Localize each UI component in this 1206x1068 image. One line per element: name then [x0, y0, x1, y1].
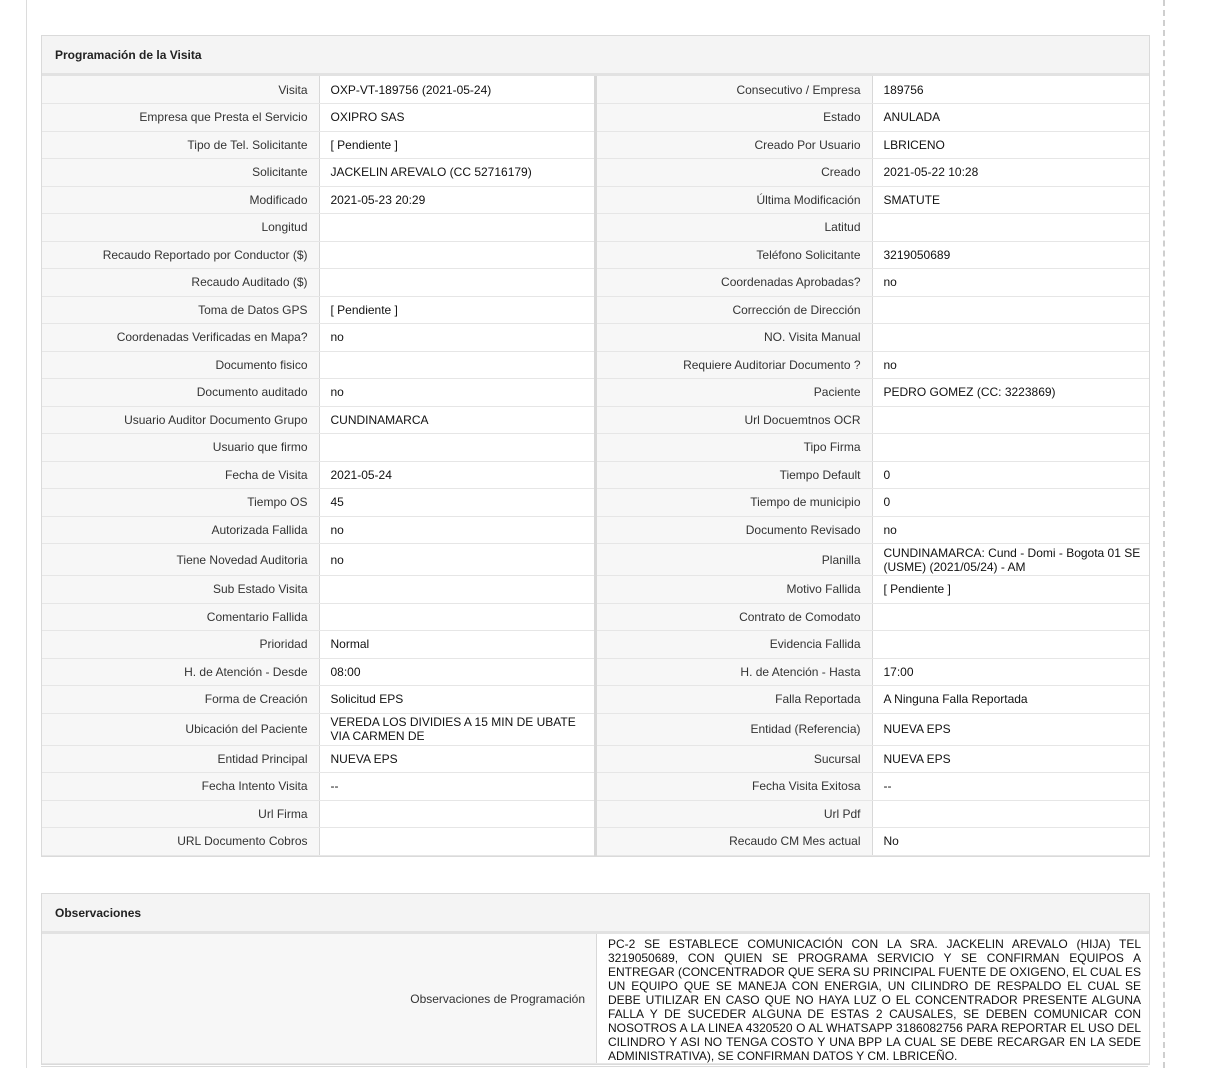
observaciones-label: Observaciones de Programación [42, 934, 597, 1064]
field-label: Documento fisico [42, 351, 319, 379]
field-value [319, 800, 595, 828]
field-label: Autorizada Fallida [42, 516, 319, 544]
field-value: -- [872, 773, 1149, 801]
field-value: 0 [872, 489, 1149, 517]
field-value [319, 576, 595, 604]
table-row [42, 324, 1149, 352]
field-value: [ Pendiente ] [319, 296, 595, 324]
table-row [42, 745, 1149, 773]
field-label: Coordenadas Aprobadas? [595, 269, 872, 297]
programacion-panel [41, 35, 1150, 857]
field-value [319, 351, 595, 379]
field-label: Sucursal [595, 745, 872, 773]
table-row [42, 576, 1149, 604]
table-row [42, 800, 1149, 828]
observaciones-table [42, 934, 1149, 1064]
programacion-table [42, 76, 1149, 856]
field-label: Longitud [42, 214, 319, 242]
field-value: NUEVA EPS [872, 745, 1149, 773]
field-value [872, 296, 1149, 324]
field-label: Tiempo OS [42, 489, 319, 517]
field-label: Evidencia Fallida [595, 631, 872, 659]
field-label: Forma de Creación [42, 686, 319, 714]
field-label: Recaudo Auditado ($) [42, 269, 319, 297]
field-value [319, 214, 595, 242]
table-row [42, 489, 1149, 517]
field-value: OXP-VT-189756 (2021-05-24) [319, 76, 595, 104]
observaciones-text: PC-2 SE ESTABLECE COMUNICACIÓN CON LA SRA. JACKELIN AREVALO (HIJA) TEL 3219050689, CON QUIEN SE PROGRAMA SERVICIO Y SE CONFIRMAN EQUIPOS A ENTREGAR (CONCENTRADOR QUE SERA SU PRINCIPAL FUENTE DE OXIGENO, EL CUAL ES UN EQUIPO QUE SE MANEJA CON ENERGIA, UN CILINDRO DE RESPALDO EL CUAL SE DEBE UTILIZAR EN CASO QUE NO HAYA LUZ O EL CONCENTRADOR PRESENTE ALGUNA FALLA Y DE SUCEDER ALGUNA DE ESTAS 2 CAUSALES, SE DEBEN COMUNICAR CON NOSOTROS A LA LINEA 4320520 O AL WHATSAPP 3186082756 PARA REPORTAR EL USO DEL CILINDRO Y ASI NO TENGA COSTO Y UNA BPP LA CUAL SE DEBE RECARGAR EN LA SEDE ADMINISTRATIVA), SE CONFIRMAN DATOS Y CM. LBRICEÑO. [597, 934, 1150, 1064]
field-value [872, 214, 1149, 242]
field-label: Planilla [595, 544, 872, 576]
field-value: no [872, 351, 1149, 379]
table-row [42, 159, 1149, 187]
field-value [319, 828, 595, 856]
table-row [42, 214, 1149, 242]
field-label: Modificado [42, 186, 319, 214]
table-row [42, 379, 1149, 407]
field-value: No [872, 828, 1149, 856]
field-label: Creado [595, 159, 872, 187]
table-row [42, 686, 1149, 714]
field-label: Tipo de Tel. Solicitante [42, 131, 319, 159]
field-label: Teléfono Solicitante [595, 241, 872, 269]
field-label: Motivo Fallida [595, 576, 872, 604]
table-row [42, 269, 1149, 297]
field-value: 3219050689 [872, 241, 1149, 269]
field-label: Paciente [595, 379, 872, 407]
field-value: NUEVA EPS [319, 745, 595, 773]
field-label: Documento Revisado [595, 516, 872, 544]
field-label: Url Pdf [595, 800, 872, 828]
field-value: 45 [319, 489, 595, 517]
field-label: Ubicación del Paciente [42, 713, 319, 745]
field-value: VEREDA LOS DIVIDIES A 15 MIN DE UBATE VIA CARMEN DE [319, 713, 595, 745]
field-label: Creado Por Usuario [595, 131, 872, 159]
table-row [42, 406, 1149, 434]
table-row [42, 351, 1149, 379]
field-value [319, 603, 595, 631]
table-row [42, 461, 1149, 489]
field-value [319, 241, 595, 269]
field-value [872, 406, 1149, 434]
field-value: LBRICENO [872, 131, 1149, 159]
field-value: 2021-05-23 20:29 [319, 186, 595, 214]
field-value: CUNDINAMARCA: Cund - Domi - Bogota 01 SE (USME) (2021/05/24) - AM [872, 544, 1149, 576]
field-label: Comentario Fallida [42, 603, 319, 631]
table-row [42, 131, 1149, 159]
field-value: 17:00 [872, 658, 1149, 686]
field-label: Url Docuemtnos OCR [595, 406, 872, 434]
field-label: URL Documento Cobros [42, 828, 319, 856]
programacion-table-body [42, 76, 1149, 855]
field-value: [ Pendiente ] [319, 131, 595, 159]
field-label: Prioridad [42, 631, 319, 659]
field-value [872, 603, 1149, 631]
field-value [872, 631, 1149, 659]
field-value: no [319, 324, 595, 352]
field-value: no [319, 544, 595, 576]
field-value: 08:00 [319, 658, 595, 686]
table-row [42, 241, 1149, 269]
field-value: CUNDINAMARCA [319, 406, 595, 434]
table-row [42, 104, 1149, 132]
field-label: Toma de Datos GPS [42, 296, 319, 324]
field-label: Documento auditado [42, 379, 319, 407]
field-label: Latitud [595, 214, 872, 242]
field-label: Fecha Intento Visita [42, 773, 319, 801]
field-value: 0 [872, 461, 1149, 489]
field-value: 2021-05-24 [319, 461, 595, 489]
table-row [42, 434, 1149, 462]
field-value: PEDRO GOMEZ (CC: 3223869) [872, 379, 1149, 407]
table-row [42, 603, 1149, 631]
table-row [42, 186, 1149, 214]
field-value: Normal [319, 631, 595, 659]
observaciones-row [42, 934, 1149, 1064]
field-label: Consecutivo / Empresa [595, 76, 872, 104]
field-label: Requiere Auditoriar Documento ? [595, 351, 872, 379]
field-value [319, 269, 595, 297]
field-label: Tiempo Default [595, 461, 872, 489]
field-label: Fecha Visita Exitosa [595, 773, 872, 801]
field-label: Entidad Principal [42, 745, 319, 773]
field-value [872, 800, 1149, 828]
field-label: Fecha de Visita [42, 461, 319, 489]
field-label: Empresa que Presta el Servicio [42, 104, 319, 132]
field-value: JACKELIN AREVALO (CC 52716179) [319, 159, 595, 187]
table-row [42, 713, 1149, 745]
field-value: no [872, 269, 1149, 297]
field-label: H. de Atención - Desde [42, 658, 319, 686]
field-value: 2021-05-22 10:28 [872, 159, 1149, 187]
field-label: H. de Atención - Hasta [595, 658, 872, 686]
table-row [42, 544, 1149, 576]
field-label: Entidad (Referencia) [595, 713, 872, 745]
field-label: Solicitante [42, 159, 319, 187]
field-value: A Ninguna Falla Reportada [872, 686, 1149, 714]
table-row [42, 631, 1149, 659]
field-value [872, 324, 1149, 352]
field-value: no [319, 379, 595, 407]
field-label: Sub Estado Visita [42, 576, 319, 604]
table-row [42, 658, 1149, 686]
field-value: no [319, 516, 595, 544]
field-value: NUEVA EPS [872, 713, 1149, 745]
field-label: Corrección de Dirección [595, 296, 872, 324]
field-label: Tiene Novedad Auditoria [42, 544, 319, 576]
field-value [872, 434, 1149, 462]
field-label: Coordenadas Verificadas en Mapa? [42, 324, 319, 352]
field-value: OXIPRO SAS [319, 104, 595, 132]
field-label: Usuario que firmo [42, 434, 319, 462]
field-label: Estado [595, 104, 872, 132]
field-label: Visita [42, 76, 319, 104]
field-label: NO. Visita Manual [595, 324, 872, 352]
field-value: no [872, 516, 1149, 544]
observaciones-panel [41, 893, 1150, 1065]
programacion-title: Programación de la Visita [42, 36, 1149, 76]
table-row [42, 828, 1149, 856]
field-value: ANULADA [872, 104, 1149, 132]
table-row [42, 76, 1149, 104]
field-label: Recaudo CM Mes actual [595, 828, 872, 856]
next-panel-top-border [41, 1066, 1148, 1067]
page-right-dashed-border [1163, 0, 1165, 1068]
field-label: Recaudo Reportado por Conductor ($) [42, 241, 319, 269]
field-value: SMATUTE [872, 186, 1149, 214]
field-label: Última Modificación [595, 186, 872, 214]
table-row [42, 296, 1149, 324]
field-label: Usuario Auditor Documento Grupo [42, 406, 319, 434]
field-label: Falla Reportada [595, 686, 872, 714]
field-value: [ Pendiente ] [872, 576, 1149, 604]
field-value: 189756 [872, 76, 1149, 104]
observaciones-title: Observaciones [42, 894, 1149, 934]
table-row [42, 516, 1149, 544]
field-value: -- [319, 773, 595, 801]
field-value [319, 434, 595, 462]
table-row [42, 773, 1149, 801]
field-label: Url Firma [42, 800, 319, 828]
page-left-border [26, 0, 27, 1068]
field-label: Contrato de Comodato [595, 603, 872, 631]
field-value: Solicitud EPS [319, 686, 595, 714]
field-label: Tipo Firma [595, 434, 872, 462]
field-label: Tiempo de municipio [595, 489, 872, 517]
